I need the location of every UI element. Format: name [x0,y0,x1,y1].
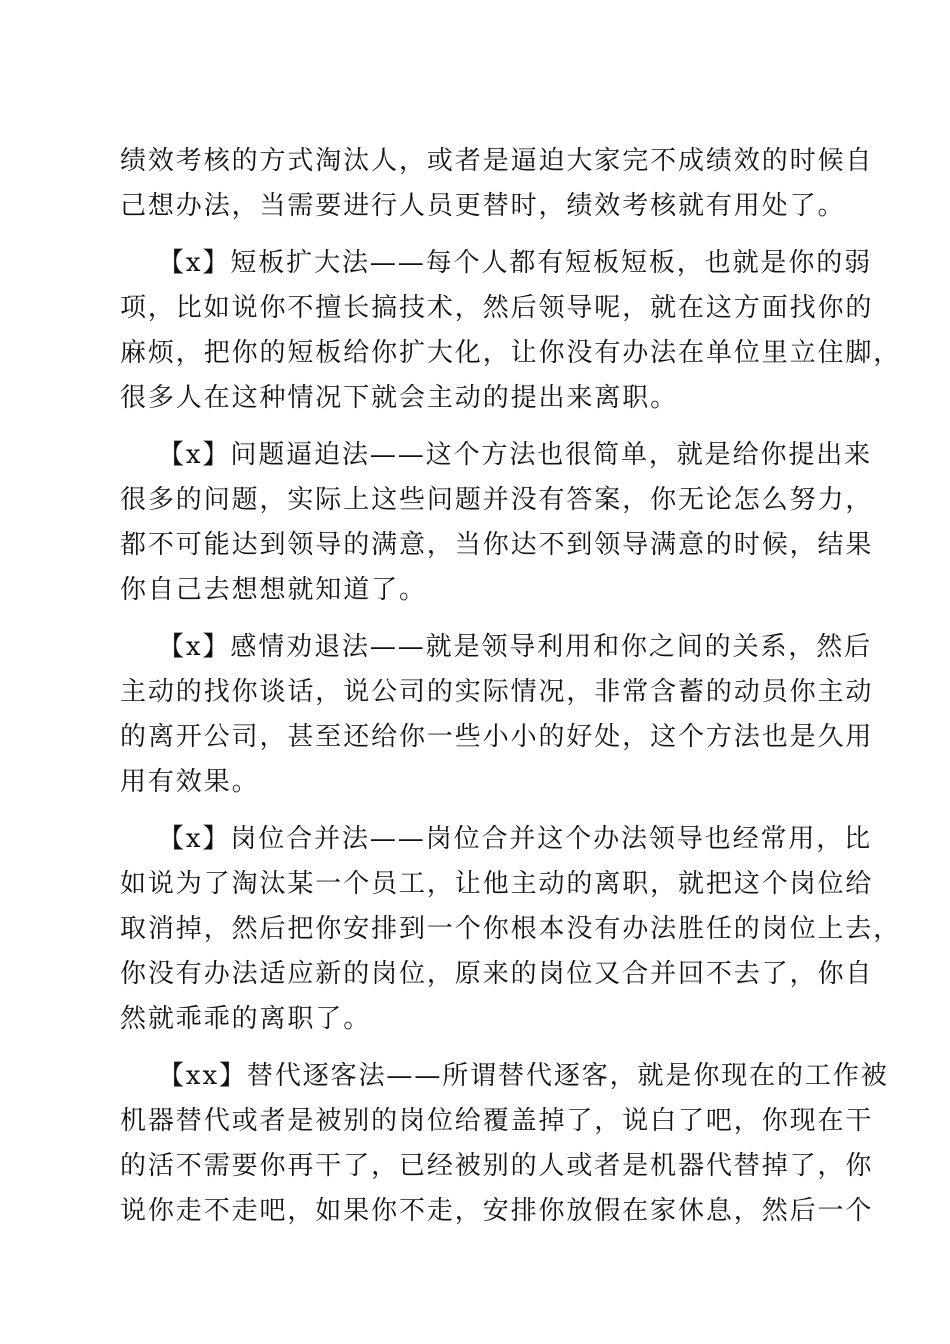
document-page [120,139,902,1234]
text-line: 都不可能达到领导的满意，当你达不到领导满意的时候，结果 [120,530,874,560]
text-line: 【x】问题逼迫法——这个方法也很简单，就是给你提出来 [158,440,873,470]
paragraph-replacement-eviction [120,1054,889,1234]
text-line: 用有效果。 [120,767,260,797]
paragraph-position-merge [120,817,902,1042]
text-line: 【x】短板扩大法——每个人都有短板短板，也就是你的弱 [158,248,873,278]
text-line: 绩效考核的方式淘汰人，或者是逼迫大家完不成绩效的时候自 [120,146,874,176]
paragraph-problem-pressure [120,433,874,613]
text-line: 项，比如说你不擅长搞技术，然后领导呢，就在这方面找你的 [120,293,874,323]
text-line: 【x】感情劝退法——就是领导利用和你之间的关系，然后 [158,632,873,662]
text-line: 你自己去想想就知道了。 [120,575,427,605]
text-line: 你没有办法适应新的岗位，原来的岗位又合并回不去了，你自 [120,959,874,989]
paragraph-weakness-amplification [120,241,902,421]
text-line: 说你走不走吧，如果你不走，安排你放假在家休息，然后一个 [120,1196,874,1226]
text-line: 【x】岗位合并法——岗位合并这个办法领导也经常用，比 [158,824,873,854]
paragraph-performance-review [120,139,874,229]
text-line: 【xx】替代逐客法——所谓替代逐客，就是你现在的工作被 [158,1061,889,1091]
text-line: 很多的问题，实际上这些问题并没有答案，你无论怎么努力， [120,485,874,515]
text-line: 的活不需要你再干了，已经被别的人或者是机器代替掉了，你 [120,1151,874,1181]
paragraph-emotional-persuasion [120,625,874,805]
text-line: 机器替代或者是被别的岗位给覆盖掉了，说白了吧，你现在干 [120,1106,874,1136]
text-line: 主动的找你谈话，说公司的实际情况，非常含蓄的动员你主动 [120,677,874,707]
text-line: 麻烦，把你的短板给你扩大化，让你没有办法在单位里立住脚， [120,338,902,368]
text-line: 己想办法，当需要进行人员更替时，绩效考核就有用处了。 [120,191,846,221]
text-line: 很多人在这种情况下就会主动的提出来离职。 [120,383,679,413]
text-line: 如说为了淘汰某一个员工，让他主动的离职，就把这个岗位给 [120,869,874,899]
text-line: 然就乖乖的离职了。 [120,1004,372,1034]
text-line: 的离开公司，甚至还给你一些小小的好处，这个方法也是久用 [120,722,874,752]
text-line: 取消掉，然后把你安排到一个你根本没有办法胜任的岗位上去， [120,914,902,944]
